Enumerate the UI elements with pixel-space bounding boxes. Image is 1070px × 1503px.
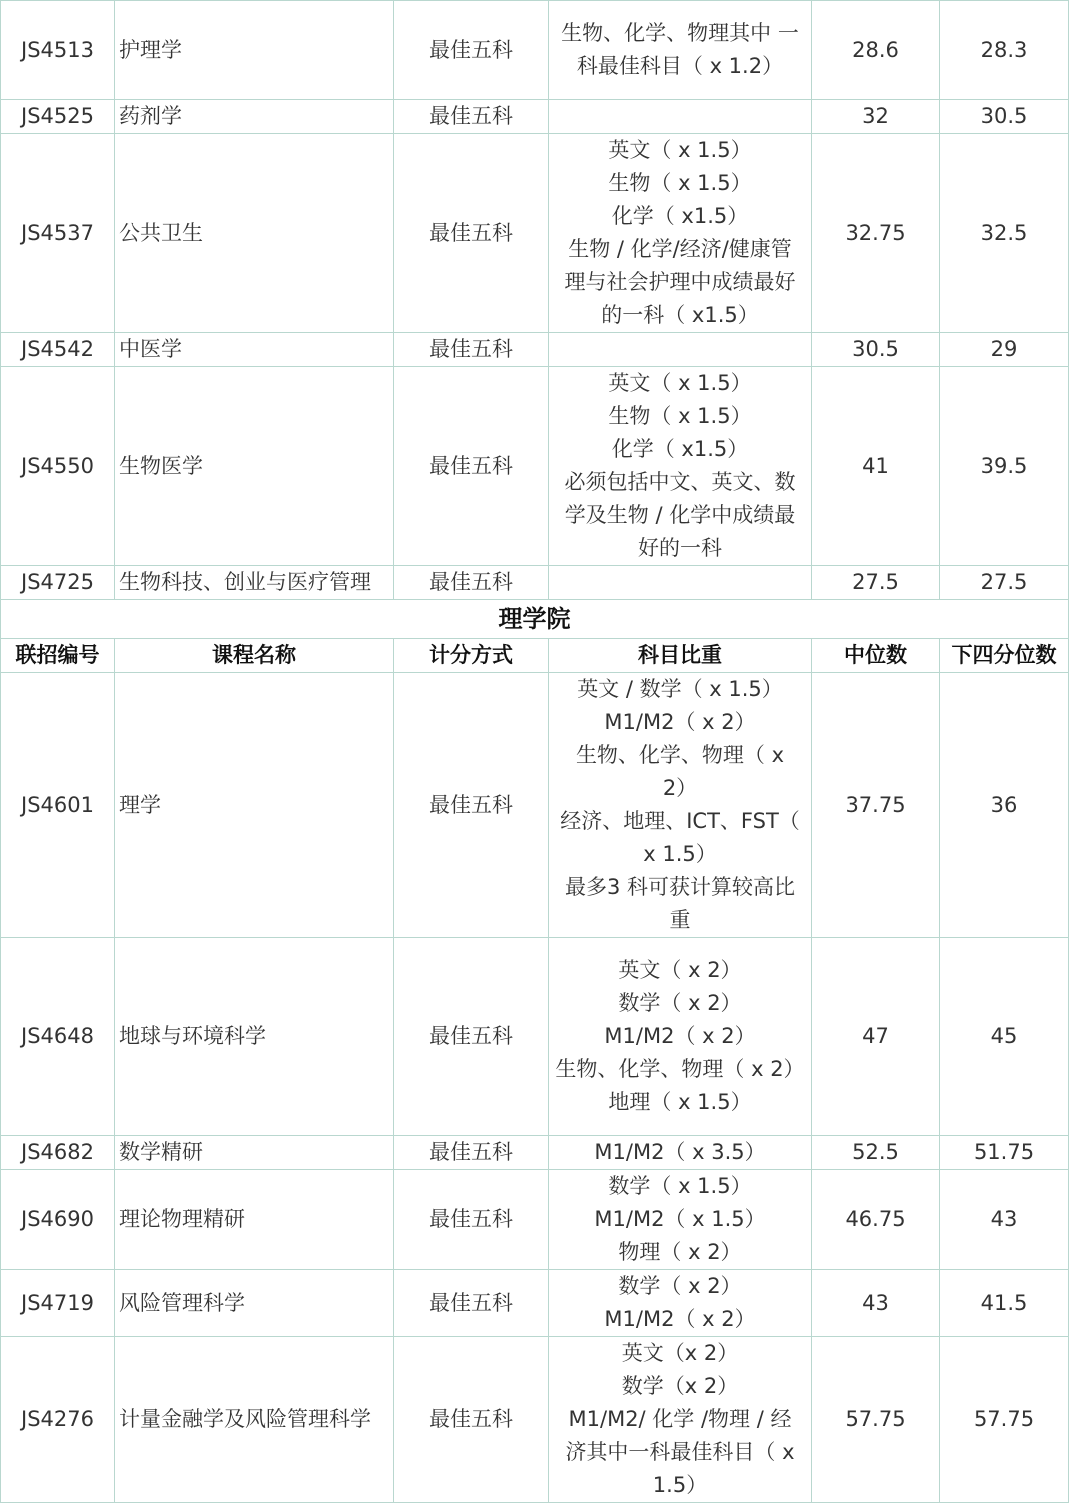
weight-line: 地理（ x 1.5） <box>608 1090 752 1114</box>
subject-weights <box>549 1270 812 1337</box>
lower-quartile-score: 45 <box>940 938 1069 1136</box>
weight-line: 生物、化学、物理其中 一 <box>561 21 799 45</box>
lower-quartile-score: 39.5 <box>940 367 1069 566</box>
header-name: 课程名称 <box>115 639 394 673</box>
median-score: 37.75 <box>812 673 940 938</box>
header-code: 联招编号 <box>1 639 115 673</box>
lower-quartile-score: 57.75 <box>940 1337 1069 1503</box>
median-score: 28.6 <box>812 1 940 100</box>
table-row <box>1 333 1069 367</box>
subject-weights <box>549 100 812 134</box>
course-name: 风险管理科学 <box>115 1270 394 1337</box>
science-section-header <box>1 600 1069 673</box>
lower-quartile-score: 28.3 <box>940 1 1069 100</box>
section-title: 理学院 <box>1 600 1069 639</box>
weight-line: 生物（ x 1.5） <box>608 171 752 195</box>
median-score: 46.75 <box>812 1170 940 1270</box>
table-row <box>1 938 1069 1136</box>
section-title-row <box>1 600 1069 639</box>
subject-weights <box>549 1170 812 1270</box>
weight-line: 重 <box>669 908 691 932</box>
weight-line: 济其中一科最佳科目（ x <box>565 1440 795 1464</box>
scoring-method: 最佳五科 <box>394 673 549 938</box>
course-code: JS4542 <box>1 333 115 367</box>
lower-quartile-score: 30.5 <box>940 100 1069 134</box>
subject-weights <box>549 134 812 333</box>
median-score: 32.75 <box>812 134 940 333</box>
weight-line: M1/M2（ x 1.5） <box>594 1207 766 1231</box>
weight-line: 数学（ x 2） <box>618 1274 742 1298</box>
subject-weights <box>549 673 812 938</box>
scoring-method: 最佳五科 <box>394 1136 549 1170</box>
weight-line: 数学（ x 2） <box>618 991 742 1015</box>
weight-line: 生物（ x 1.5） <box>608 404 752 428</box>
lower-quartile-score: 43 <box>940 1170 1069 1270</box>
course-name: 中医学 <box>115 333 394 367</box>
median-score: 43 <box>812 1270 940 1337</box>
course-name: 护理学 <box>115 1 394 100</box>
scoring-method: 最佳五科 <box>394 333 549 367</box>
table-row <box>1 100 1069 134</box>
scoring-method: 最佳五科 <box>394 938 549 1136</box>
weight-line: M1/M2（ x 3.5） <box>594 1140 766 1164</box>
subject-weights <box>549 1 812 100</box>
lower-quartile-score: 27.5 <box>940 566 1069 600</box>
course-name: 药剂学 <box>115 100 394 134</box>
weight-line: x 1.5） <box>643 842 717 866</box>
subject-weights <box>549 333 812 367</box>
weight-line: 科最佳科目（ x 1.2） <box>576 54 784 78</box>
course-code: JS4690 <box>1 1170 115 1270</box>
table-row <box>1 1270 1069 1337</box>
course-code: JS4648 <box>1 938 115 1136</box>
table-row <box>1 673 1069 938</box>
header-weights: 科目比重 <box>549 639 812 673</box>
scoring-method: 最佳五科 <box>394 1270 549 1337</box>
weight-line: 英文（ x 1.5） <box>608 371 752 395</box>
weight-line: 生物、化学、物理（ x 2） <box>555 1057 805 1081</box>
course-code: JS4513 <box>1 1 115 100</box>
table-row <box>1 1136 1069 1170</box>
weight-line: 必须包括中文、英文、数 <box>564 470 796 494</box>
weight-line: 数学（ x 1.5） <box>608 1174 752 1198</box>
lower-quartile-score: 36 <box>940 673 1069 938</box>
course-name: 地球与环境科学 <box>115 938 394 1136</box>
table-row <box>1 1 1069 100</box>
course-code: JS4725 <box>1 566 115 600</box>
median-score: 41 <box>812 367 940 566</box>
course-name: 计量金融学及风险管理科学 <box>115 1337 394 1503</box>
weight-line: 好的一科 <box>638 536 722 560</box>
course-name: 数学精研 <box>115 1136 394 1170</box>
weight-line: M1/M2（ x 2） <box>604 710 756 734</box>
course-name: 理论物理精研 <box>115 1170 394 1270</box>
weight-line: 的一科（ x1.5） <box>601 303 759 327</box>
table-row <box>1 566 1069 600</box>
subject-weights <box>549 1337 812 1503</box>
lower-quartile-score: 41.5 <box>940 1270 1069 1337</box>
table-row <box>1 367 1069 566</box>
subject-weights <box>549 367 812 566</box>
weight-line: 生物、化学、物理（ x <box>575 743 785 767</box>
course-code: JS4601 <box>1 673 115 938</box>
table-row <box>1 1170 1069 1270</box>
lower-quartile-score: 29 <box>940 333 1069 367</box>
weight-line: 英文（x 2） <box>621 1341 739 1365</box>
median-score: 30.5 <box>812 333 940 367</box>
scoring-method: 最佳五科 <box>394 100 549 134</box>
median-score: 32 <box>812 100 940 134</box>
course-code: JS4276 <box>1 1337 115 1503</box>
weight-line: 学及生物 / 化学中成绩最 <box>564 503 796 527</box>
scoring-method: 最佳五科 <box>394 367 549 566</box>
header-median: 中位数 <box>812 639 940 673</box>
weight-line: M1/M2（ x 2） <box>604 1024 756 1048</box>
subject-weights <box>549 566 812 600</box>
median-score: 52.5 <box>812 1136 940 1170</box>
median-score: 47 <box>812 938 940 1136</box>
lower-quartile-score: 32.5 <box>940 134 1069 333</box>
header-method: 计分方式 <box>394 639 549 673</box>
weight-line: 理与社会护理中成绩最好 <box>564 270 796 294</box>
course-code: JS4719 <box>1 1270 115 1337</box>
weight-line: M1/M2/ 化学 /物理 / 经 <box>568 1407 792 1431</box>
weight-line: M1/M2（ x 2） <box>604 1307 756 1331</box>
table-row <box>1 1337 1069 1503</box>
median-score: 57.75 <box>812 1337 940 1503</box>
top-section-body <box>1 1 1069 600</box>
header-row <box>1 639 1069 673</box>
weight-line: 英文 / 数学（ x 1.5） <box>577 677 783 701</box>
course-name: 生物医学 <box>115 367 394 566</box>
course-code: JS4550 <box>1 367 115 566</box>
subject-weights <box>549 1136 812 1170</box>
lower-quartile-score: 51.75 <box>940 1136 1069 1170</box>
weight-line: 数学（x 2） <box>621 1374 739 1398</box>
weight-line: 英文（ x 2） <box>618 958 742 982</box>
scoring-method: 最佳五科 <box>394 566 549 600</box>
weight-line: 最多3 科可获计算较高比 <box>564 875 796 899</box>
course-code: JS4682 <box>1 1136 115 1170</box>
weight-line: 化学（ x1.5） <box>611 204 749 228</box>
course-code: JS4525 <box>1 100 115 134</box>
weight-line: 生物 / 化学/经济/健康管 <box>568 237 792 261</box>
weight-line: 物理（ x 2） <box>618 1240 742 1264</box>
science-section-body <box>1 673 1069 1503</box>
median-score: 27.5 <box>812 566 940 600</box>
weight-line: 英文（ x 1.5） <box>608 138 752 162</box>
scoring-method: 最佳五科 <box>394 1337 549 1503</box>
scoring-method: 最佳五科 <box>394 1170 549 1270</box>
course-name: 理学 <box>115 673 394 938</box>
weight-line: 经济、地理、ICT、FST（ <box>560 809 800 833</box>
table-row <box>1 134 1069 333</box>
scoring-method: 最佳五科 <box>394 1 549 100</box>
weight-line: 2） <box>662 776 698 800</box>
scoring-method: 最佳五科 <box>394 134 549 333</box>
header-lower-quartile: 下四分位数 <box>940 639 1069 673</box>
course-code: JS4537 <box>1 134 115 333</box>
course-name: 生物科技、创业与医疗管理 <box>115 566 394 600</box>
weight-line: 化学（ x1.5） <box>611 437 749 461</box>
course-name: 公共卫生 <box>115 134 394 333</box>
weight-line: 1.5） <box>652 1473 708 1497</box>
subject-weights <box>549 938 812 1136</box>
